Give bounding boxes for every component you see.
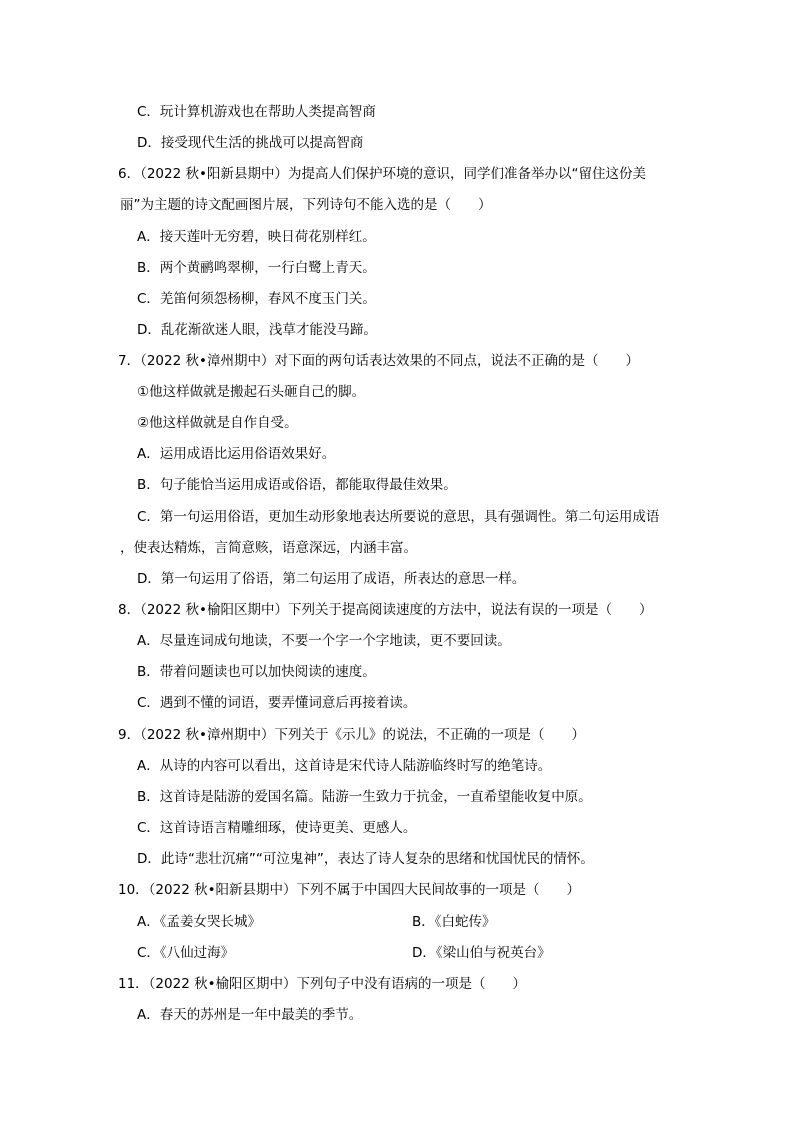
question-stem: 9．（2022 秋•漳州期中）下列关于《示儿》的说法，不正确的一项是（ ） — [118, 727, 585, 743]
question-stem-continued: 丽”为主题的诗文配画图片展，下列诗句不能入选的是（ ） — [120, 197, 492, 213]
prev-question-option-d: D．接受现代生活的挑战可以提高智商 — [137, 135, 364, 151]
option-c: C．遇到不懂的词语，要弄懂词意后再接着读。 — [137, 695, 417, 711]
option-b: B．句子能恰当运用成语或俗语，都能取得最佳效果。 — [137, 477, 457, 493]
option-d: D．第一句运用了俗语，第二句运用了成语，所表达的意思一样。 — [137, 571, 526, 587]
question-stem: 8．（2022 秋•榆阳区期中）下列关于提高阅读速度的方法中，说法有误的一项是（ ） — [118, 602, 653, 618]
prev-question-option-c: C．玩计算机游戏也在帮助人类提高智商 — [137, 104, 376, 120]
option-b: B．两个黄鹂鸣翠柳，一行白鹭上青天。 — [137, 260, 376, 276]
option-c: C．第一句运用俗语，更加生动形象地表达所要说的意思，具有强调性。第二句运用成语 — [137, 509, 660, 525]
option-d: D．此诗“悲壮沉痛”“可泣鬼神”，表达了诗人复杂的思绪和忧国忧民的情怀。 — [137, 851, 594, 867]
option-a: A．从诗的内容可以看出，这首诗是宋代诗人陆游临终时写的绝笔诗。 — [137, 758, 552, 774]
option-a: A．《孟姜女哭长城》 — [137, 914, 261, 930]
option-c: C．这首诗语言精雕细琢，使诗更美、更感人。 — [137, 820, 417, 836]
option-a: A．春天的苏州是一年中最美的季节。 — [137, 1007, 363, 1023]
question-stem: 10．（2022 秋•阳新县期中）下列不属于中国四大民间故事的一项是（ ） — [118, 882, 581, 898]
option-c-continued: ，使表达精炼，言简意赅，语意深远，内涵丰富。 — [120, 540, 417, 556]
sentence-1: ①他这样做就是搬起石头砸自己的脚。 — [137, 384, 366, 400]
option-c: C．羌笛何须怨杨柳，春风不度玉门关。 — [137, 291, 376, 307]
option-c: C．《八仙过海》 — [137, 945, 235, 961]
option-b: B．这首诗是陆游的爱国名篇。陆游一生致力于抗金，一直希望能收复中原。 — [137, 789, 592, 805]
option-b: B．带着问题读也可以加快阅读的速度。 — [137, 664, 376, 680]
question-stem: 11．（2022 秋•榆阳区期中）下列句子中没有语病的一项是（ ） — [118, 976, 527, 992]
question-stem: 6．（2022 秋•阳新县期中）为提高人们保护环境的意识，同学们准备举办以“留住这份美 — [118, 166, 646, 182]
option-a: A．运用成语比运用俗语效果好。 — [137, 446, 336, 462]
question-stem: 7．（2022 秋•漳州期中）对下面的两句话表达效果的不同点，说法不正确的是（ ） — [118, 353, 639, 369]
option-d: D．乱花渐欲迷人眼，浅草才能没马蹄。 — [137, 322, 377, 338]
option-a: A．尽量连词成句地读，不要一个字一个字地读，更不要回读。 — [137, 633, 511, 649]
option-a: A．接天莲叶无穷碧，映日荷花别样红。 — [137, 229, 376, 245]
option-d: D．《梁山伯与祝英台》 — [412, 945, 551, 961]
option-b: B．《白蛇传》 — [412, 914, 496, 930]
sentence-2: ②他这样做就是自作自受。 — [137, 415, 298, 431]
